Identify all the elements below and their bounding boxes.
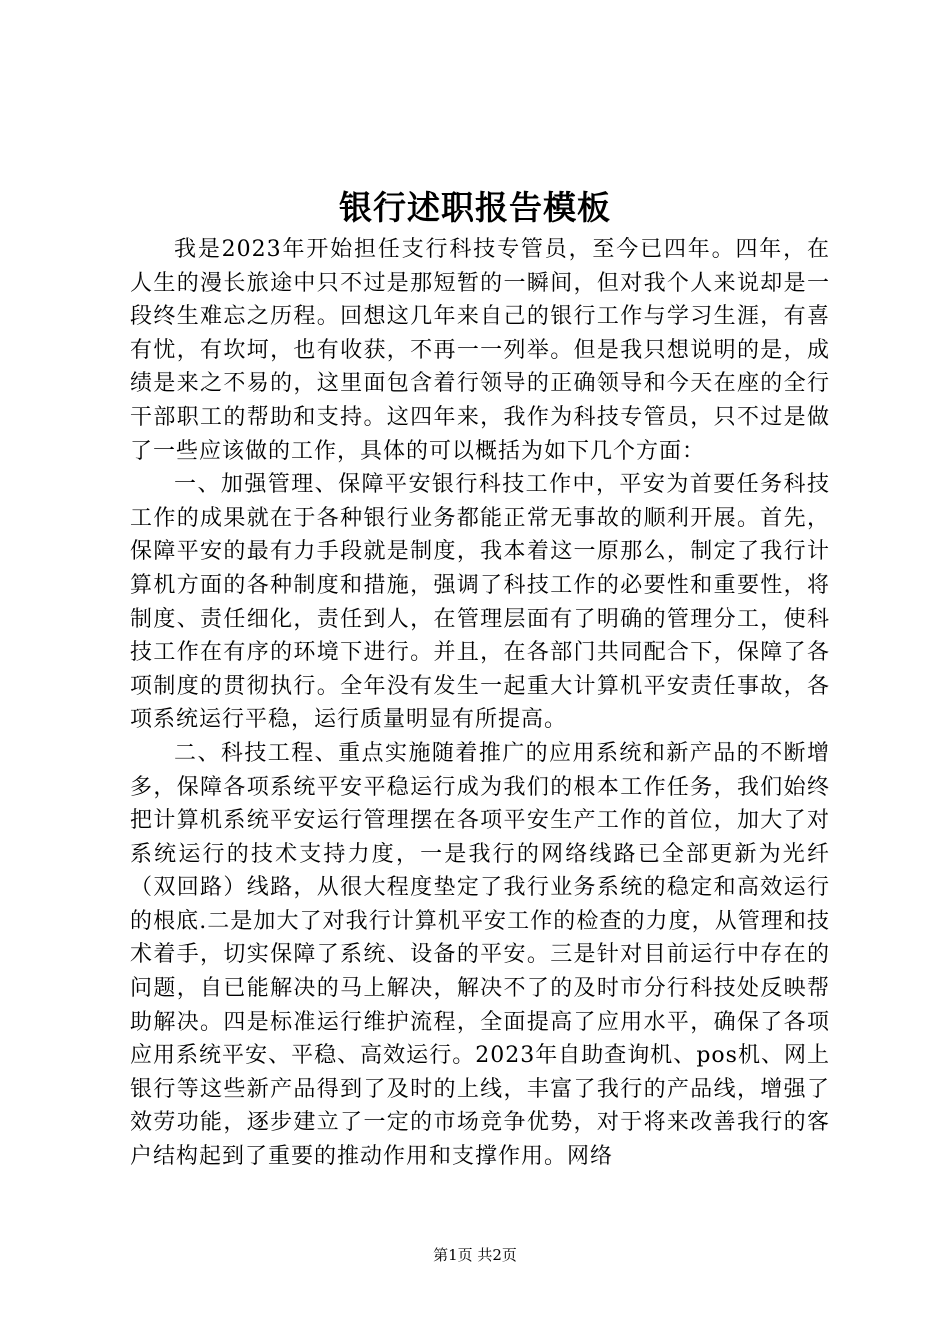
page-number-footer: 第1页 共2页	[433, 1246, 517, 1264]
paragraph-section-2: 二、科技工程、重点实施随着推广的应用系统和新产品的不断增多，保障各项系统平安平稳运行成为我们的根本工作任务，我们始终把计算机系统平安运行管理摆在各项平安生产工作的首位，加大了对系统运行的技术支持力度，一是我行的网络线路已全部更新为光纤（双回路）线路，从很大程度垫定了我行业务系统的稳定和高效运行的根底.二是加大了对我行计算机平安工作的检查的力度，从管理和技术着手，切实保障了系统、设备的平安。三是针对目前运行中存在的问题，自已能解决的马上解决，解决不了的及时市分行科技处反映帮助解决。四是标准运行维护流程，全面提高了应用水平，确保了各项应用系统平安、平稳、高效运行。2023年自助查询机、pos机、网上银行等这些新产品得到了及时的上线，丰富了我行的产品线，增强了效劳功能，逐步建立了一定的市场竞争优势，对于将来改善我行的客户结构起到了重要的推动作用和支撑作用。网络	[130, 740, 830, 1170]
document-title: 银行述职报告模板	[339, 188, 611, 227]
paragraph-section-1: 一、加强管理、保障平安银行科技工作中，平安为首要任务科技工作的成果就在于各种银行业务都能正常无事故的顺利开展。首先，保障平安的最有力手段就是制度，我本着这一原那么，制定了我行计算机方面的各种制度和措施，强调了科技工作的必要性和重要性，将制度、责任细化，责任到人，在管理层面有了明确的管理分工，使科技工作在有序的环境下进行。并且，在各部门共同配合下，保障了各项制度的贯彻执行。全年没有发生一起重大计算机平安责任事故，各项系统运行平稳，运行质量明显有所提高。	[130, 472, 830, 733]
paragraph-intro: 我是2023年开始担任支行科技专管员，至今已四年。四年，在人生的漫长旅途中只不过是那短暂的一瞬间，但对我个人来说却是一段终生难忘之历程。回想这几年来自己的银行工作与学习生涯，有喜有忧，有坎坷，也有收获，不再一一列举。但是我只想说明的是，成绩是来之不易的，这里面包含着行领导的正确领导和今天在座的全行干部职工的帮助和支持。这四年来，我作为科技专管员，只不过是做了一些应该做的工作，具体的可以概括为如下几个方面：	[130, 237, 830, 464]
document-body	[130, 233, 830, 1174]
